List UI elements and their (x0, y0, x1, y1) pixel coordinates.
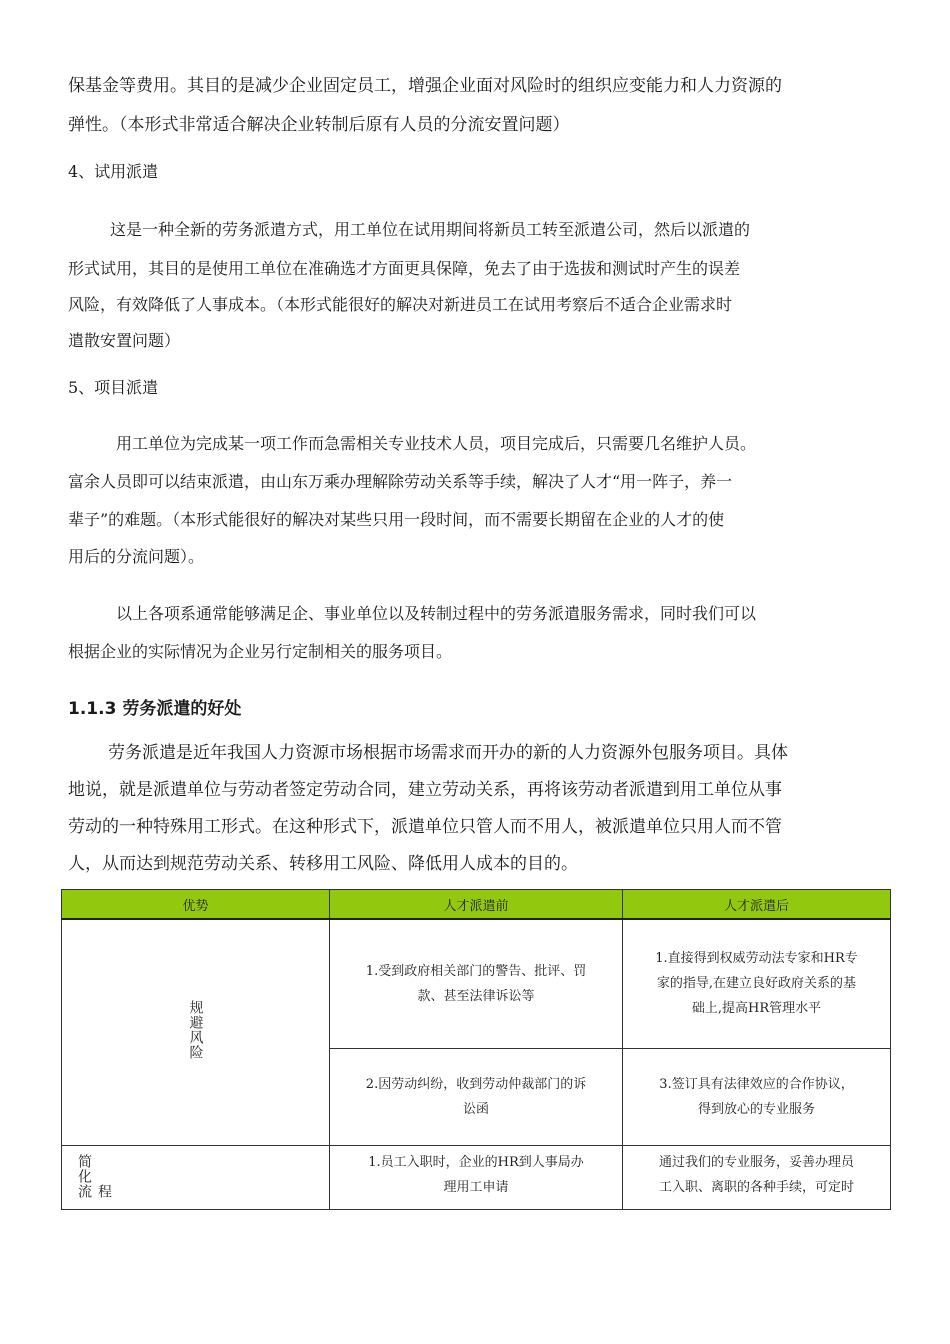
cell-line: 家的指导,在建立良好政府关系的基 (656, 976, 857, 992)
row-label-simplify-process (62, 1145, 330, 1209)
paragraph-line: 以上各项系通常能够满足企、事业单位以及转制过程中的劳务派遣服务需求，同时我们可以 (116, 604, 757, 623)
row-label-risk-avoidance (62, 919, 330, 1145)
table-cell (623, 919, 891, 1048)
paragraph-line: 用工单位为完成某一项工作而急需相关专业技术人员，项目完成后，只需要几名维护人员。 (116, 434, 757, 453)
header-before-dispatch: 人才派遣前 (330, 890, 623, 920)
section-title: 1.1.3 劳务派遣的好处 (68, 699, 242, 719)
cell-line: 础上,提高HR管理水平 (691, 1001, 822, 1017)
header-advantage: 优势 (62, 890, 330, 920)
table-cell (330, 1048, 623, 1145)
cell-line: 得到放心的专业服务 (697, 1101, 815, 1117)
table-row (62, 1145, 891, 1209)
row-label-text: 简化流 (76, 1153, 92, 1199)
table-cell (623, 1145, 891, 1209)
header-after-dispatch: 人才派遣后 (623, 890, 891, 920)
paragraph-line: 弹性。（本形式非常适合解决企业转制后原有人员的分流安置问题） (68, 115, 570, 135)
cell-line: 1.受到政府相关部门的警告、批评、罚 (365, 963, 587, 979)
row-label-text: 规避风险 (187, 1000, 204, 1061)
paragraph-line: 风险，有效降低了人事成本。（本形式能很好的解决对新进员工在试用考察后不适合企业需求时 (68, 295, 733, 314)
cell-line: 理用工申请 (443, 1179, 509, 1195)
subheading-project-dispatch: 5、项目派遣 (68, 378, 159, 397)
paragraph-line: 劳动的一种特殊用工形式。在这种形式下，派遣单位只管人而不用人，被派遣单位只用人而不管 (68, 817, 782, 837)
paragraph-line: 用后的分流问题）。 (68, 547, 205, 566)
paragraph-line: 根据企业的实际情况为企业另行定制相关的服务项目。 (68, 642, 453, 661)
table-cell (330, 919, 623, 1048)
cell-line: 1.员工入职时，企业的HR到人事局办 (368, 1154, 584, 1170)
cell-line: 1.直接得到权威劳动法专家和HR专 (655, 951, 858, 967)
paragraph-line: 形式试用，其目的是使用工单位在准确选才方面更具保障，免去了由于选拔和测试时产生的误差 (68, 259, 741, 278)
cell-line: 通过我们的专业服务，妥善办理员 (658, 1154, 854, 1170)
row-label-text: 程 (96, 1183, 112, 1199)
cell-line: 3.签订具有法律效应的合作协议， (659, 1076, 854, 1092)
table-cell (330, 1145, 623, 1209)
cell-line: 工入职、离职的各种手续，可定时 (658, 1179, 854, 1195)
paragraph-line: 人，从而达到规范劳动关系、转移用工风险、降低用人成本的目的。 (68, 854, 578, 874)
cell-line: 讼函 (462, 1101, 489, 1117)
paragraph-line: 地说，就是派遣单位与劳动者签定劳动合同，建立劳动关系，再将该劳动者派遣到用工单位从事 (68, 780, 782, 800)
paragraph-line: 保基金等费用。其目的是减少企业固定员工，增强企业面对风险时的组织应变能力和人力资源的 (68, 76, 782, 96)
table-cell (623, 1048, 891, 1145)
table-header-row (62, 890, 891, 920)
cell-line: 2.因劳动纠纷，收到劳动仲裁部门的诉 (365, 1076, 587, 1092)
cell-line: 款、甚至法律诉讼等 (417, 988, 535, 1004)
table-row (62, 919, 891, 1048)
paragraph-line: 这是一种全新的劳务派遣方式，用工单位在试用期间将新员工转至派遣公司，然后以派遣的 (110, 220, 751, 239)
paragraph-line: 辈子”的难题。（本形式能很好的解决对某些只用一段时间，而不需要长期留在企业的人才的使 (68, 510, 725, 529)
benefits-comparison-table (61, 889, 891, 1210)
paragraph-line: 遣散安置问题） (68, 331, 181, 350)
subheading-trial-dispatch: 4、试用派遣 (68, 162, 159, 181)
paragraph-line: 富余人员即可以结束派遣，由山东万乘办理解除劳动关系等手续，解决了人才“用一阵子，养一 (68, 472, 733, 491)
paragraph-line: 劳务派遣是近年我国人力资源市场根据市场需求而开办的新的人力资源外包服务项目。具体 (108, 743, 788, 763)
